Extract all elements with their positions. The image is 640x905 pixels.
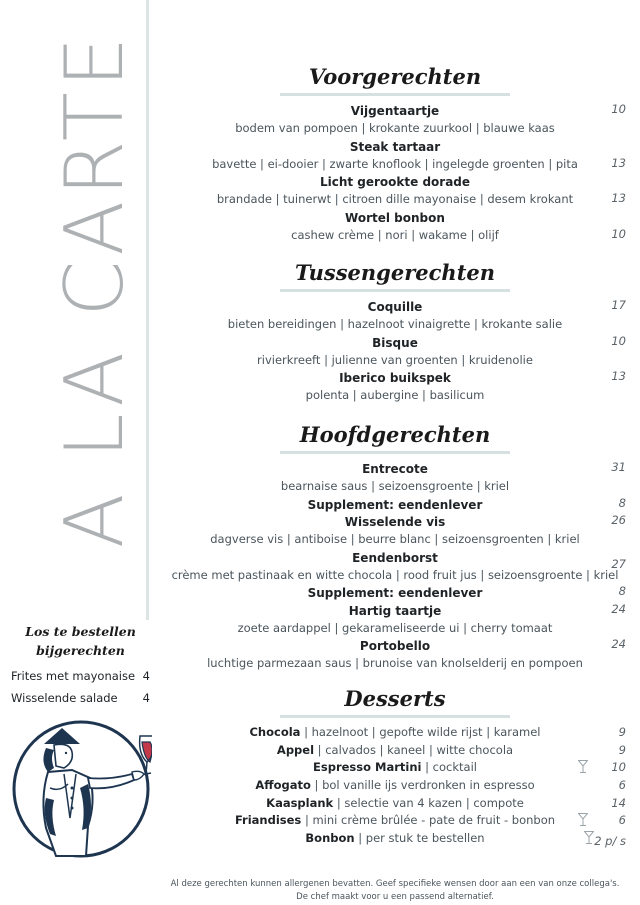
dish bbox=[150, 460, 640, 496]
dish-description: rivierkreeft | julienne van groenten | kruidenolie bbox=[257, 352, 533, 367]
dessert-price: 2 p/ s bbox=[594, 834, 626, 849]
side-dish-name: Frites met mayonaise bbox=[11, 669, 136, 683]
vertical-divider bbox=[146, 0, 149, 620]
dish-name: Vijgentaartje bbox=[350, 104, 440, 118]
dish-price: 10 bbox=[611, 226, 626, 241]
section-desserts bbox=[150, 686, 640, 848]
dish-name: Iberico buikspek bbox=[339, 371, 451, 385]
dish-name: Steak tartaar bbox=[349, 139, 441, 154]
section-hoofdgerechten bbox=[150, 422, 640, 673]
side-dish-price: 4 bbox=[142, 691, 150, 705]
dessert-description: hazelnoot | gepofte wilde rijst | karamel bbox=[311, 725, 541, 739]
dessert-description: mini crème brûlée - pate de fruit - bonbon bbox=[312, 813, 556, 828]
dish bbox=[150, 549, 640, 585]
dish bbox=[150, 298, 640, 334]
dessert-description: bol vanille ijs verdronken in espresso bbox=[322, 778, 535, 793]
dessert-item: Friandises | mini crème brûlée - pate de fruit - bonbon 6 bbox=[150, 812, 640, 830]
dish-price: 8 bbox=[618, 495, 626, 510]
dish-name: Coquille bbox=[367, 300, 423, 314]
side-dish-item bbox=[8, 688, 153, 708]
dessert-price: 9 bbox=[618, 725, 626, 739]
dessert-description: per stuk te bestellen bbox=[365, 831, 485, 846]
dessert-name: Appel bbox=[276, 742, 315, 757]
dish-price: 10 bbox=[611, 333, 626, 348]
allergen-notice-line2: De chef maakt voor u een passend alternatief. bbox=[296, 891, 494, 902]
side-dish-item bbox=[8, 666, 153, 686]
section-title: Desserts bbox=[344, 686, 446, 711]
side-dishes-title-line2: bijgerechten bbox=[36, 643, 125, 658]
dish-price: 13 bbox=[611, 369, 626, 383]
dish bbox=[150, 369, 640, 405]
dish-name: Hartig taartje bbox=[348, 603, 442, 618]
dessert-name: Friandises bbox=[234, 813, 302, 828]
dish-description: dagverse vis | antiboise | beurre blanc | seizoensgroenten | kriel bbox=[210, 532, 580, 547]
dish-price: 13 bbox=[611, 155, 626, 170]
dessert-name: Espresso Martini bbox=[313, 760, 422, 775]
dessert-price: 6 bbox=[618, 778, 626, 793]
dish-price: 10 bbox=[611, 102, 626, 116]
dish bbox=[150, 138, 640, 174]
dish-price: 24 bbox=[611, 601, 626, 616]
section-tussengerechten bbox=[150, 260, 640, 405]
side-dish-price: 4 bbox=[142, 669, 150, 683]
dessert-item: Affogato | bol vanille ijs verdronken in espresso 6 bbox=[150, 777, 640, 795]
dish-description: zoete aardappel | gekarameliseerde ui | cherry tomaat bbox=[237, 620, 553, 635]
dish-name: Licht gerookte dorade bbox=[319, 175, 471, 189]
section-title: Voorgerechten bbox=[308, 64, 482, 89]
allergen-notice-line1: Al deze gerechten kunnen allergenen bevatten. Geef specifieke wensen door aan een van onze collega's. bbox=[170, 879, 620, 889]
dish-description: bieten bereidingen | hazelnoot vinaigrette | krokante salie bbox=[227, 317, 563, 331]
dish-description: crème met pastinaak en witte chocola | rood fruit jus | seizoensgroente | kriel bbox=[171, 567, 619, 582]
dessert-description: cocktail bbox=[432, 760, 477, 775]
dessert-item: Chocola | hazelnoot | gepofte wilde rijst | karamel 9 bbox=[150, 724, 640, 742]
dish-price: 8 bbox=[618, 584, 626, 599]
dish bbox=[150, 334, 640, 370]
section-title: Tussengerechten bbox=[294, 260, 496, 285]
dish-supplement bbox=[150, 584, 640, 602]
section-voorgerechten bbox=[150, 64, 640, 244]
dessert-name: Kaasplank bbox=[266, 795, 334, 810]
dish-name: Wortel bonbon bbox=[345, 210, 445, 225]
vertical-title: A LA CARTE bbox=[48, 31, 141, 549]
dessert-item: Appel | calvados | kaneel | witte chocola 9 bbox=[150, 742, 640, 760]
dish bbox=[150, 209, 640, 245]
dish-description: bavette | ei-dooier | zwarte knoflook | ingelegde groenten | pita bbox=[212, 156, 578, 171]
section-underline bbox=[280, 451, 510, 454]
dish-description: bodem van pompoen | krokante zuurkool | blauwe kaas bbox=[235, 121, 555, 135]
dessert-price: 9 bbox=[618, 742, 626, 757]
dish-name: Bisque bbox=[372, 335, 418, 350]
dish bbox=[150, 602, 640, 638]
dessert-item: Kaasplank | selectie van 4 kazen | compote 14 bbox=[150, 795, 640, 813]
dessert-item: Espresso Martini | cocktail 10 bbox=[150, 759, 640, 777]
dessert-item: Bonbon | per stuk te bestellen 2 p/ s bbox=[150, 830, 640, 848]
dish bbox=[150, 173, 640, 209]
cocktail-glass-icon bbox=[584, 831, 594, 851]
dish-description: cashew crème | nori | wakame | olijf bbox=[291, 227, 499, 242]
dessert-description: selectie van 4 kazen | compote bbox=[344, 795, 524, 810]
dish-name: Eendenborst bbox=[352, 550, 438, 565]
allergen-notice bbox=[150, 878, 640, 903]
dish-description: brandade | tuinerwt | citroen dille mayonaise | desem krokant bbox=[216, 192, 574, 206]
dessert-price: 14 bbox=[611, 795, 626, 810]
dish-description: bearnaise saus | seizoensgroente | kriel bbox=[280, 479, 510, 493]
dessert-price: 6 bbox=[618, 813, 626, 828]
side-dishes-title-line1: Los te bestellen bbox=[25, 624, 136, 639]
dessert-price: 10 bbox=[611, 760, 626, 775]
dish bbox=[150, 637, 640, 673]
dessert-description: calvados | kaneel | witte chocola bbox=[325, 742, 514, 757]
dish-price: 24 bbox=[611, 637, 626, 652]
dish-name: Supplement: eendenlever bbox=[307, 497, 483, 512]
dish-price: 17 bbox=[611, 298, 626, 312]
dish-supplement bbox=[150, 496, 640, 514]
dish-price: 26 bbox=[611, 513, 626, 528]
dish bbox=[150, 102, 640, 138]
dish-name: Supplement: eendenlever bbox=[307, 586, 483, 601]
section-underline bbox=[280, 715, 510, 718]
section-underline bbox=[280, 289, 510, 292]
dish-price: 27 bbox=[611, 556, 626, 571]
dish-price: 31 bbox=[611, 460, 626, 474]
dessert-name: Chocola bbox=[249, 725, 301, 739]
dish bbox=[150, 513, 640, 549]
dish-price: 13 bbox=[611, 191, 626, 205]
dessert-name: Bonbon bbox=[305, 831, 355, 846]
dish-name: Entrecote bbox=[362, 462, 428, 476]
section-underline bbox=[280, 93, 510, 96]
dish-name: Wisselende vis bbox=[344, 515, 446, 530]
mascot-logo bbox=[10, 718, 152, 860]
dish-description: luchtige parmezaan saus | brunoise van knolselderij en pompoen bbox=[207, 656, 583, 671]
section-title: Hoofdgerechten bbox=[299, 422, 491, 447]
dish-name: Portobello bbox=[359, 639, 431, 654]
side-dish-name: Wisselende salade bbox=[11, 691, 118, 705]
side-dishes bbox=[8, 622, 153, 708]
dessert-name: Affogato bbox=[255, 778, 311, 793]
dish-description: polenta | aubergine | basilicum bbox=[305, 388, 485, 402]
